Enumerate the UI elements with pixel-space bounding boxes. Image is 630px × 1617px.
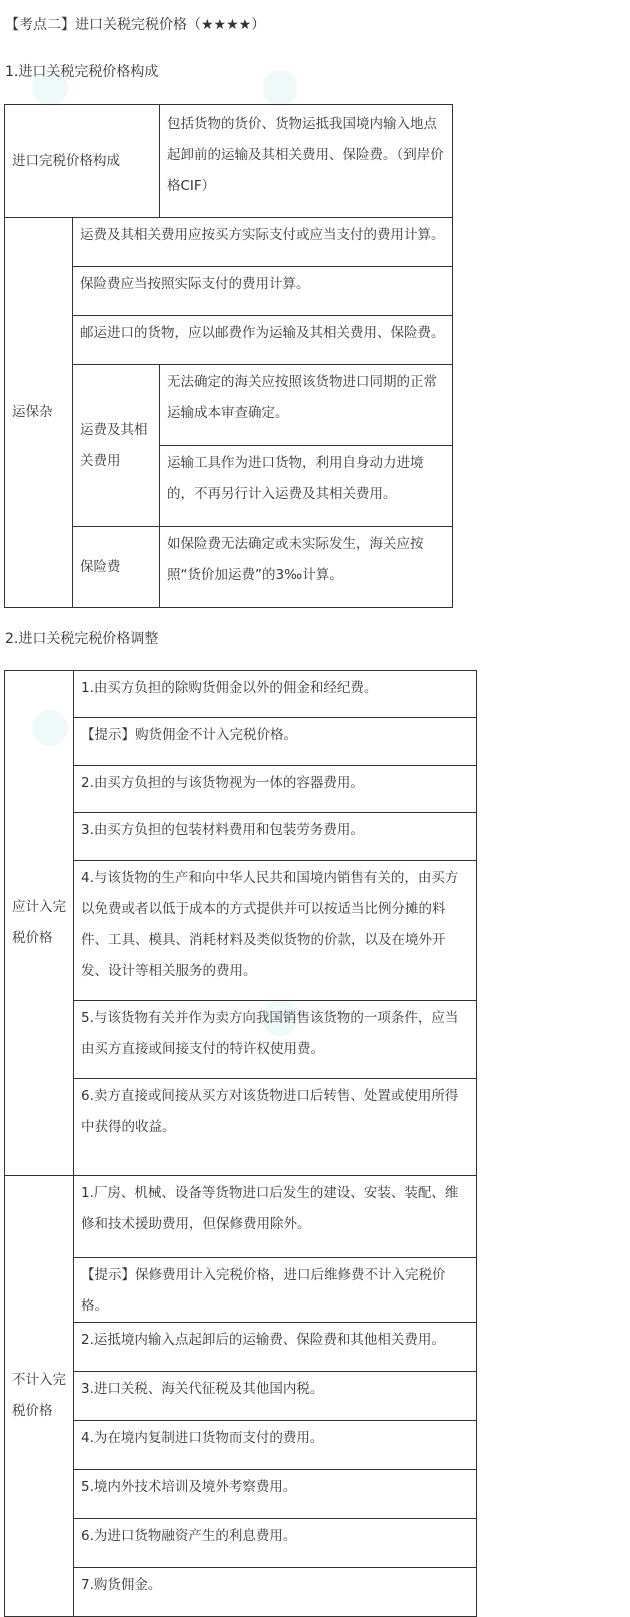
table-row: 3.由买方负担的包装材料费用和包装劳务费用。 xyxy=(74,813,477,861)
include-label: 应计入完税价格 xyxy=(5,671,74,1176)
exclude-label: 不计入完税价格 xyxy=(5,1176,74,1617)
adjustment-table xyxy=(4,670,477,1617)
freight-label: 运费及其相关费用 xyxy=(73,365,160,527)
table-row: 1.由买方负担的除购货佣金以外的佣金和经纪费。 xyxy=(74,671,477,718)
group-label: 运保杂 xyxy=(5,218,73,608)
table-row: 7.购货佣金。 xyxy=(74,1568,477,1617)
table-row: 如保险费无法确定或未实际发生，海关应按照“货价加运费”的3‰计算。 xyxy=(160,527,453,608)
table-row: 6.为进口货物融资产生的利息费用。 xyxy=(74,1519,477,1568)
section-heading-composition: 1.进口关税完税价格构成 xyxy=(5,64,159,80)
table-row: 4.与该货物的生产和向中华人民共和国境内销售有关的，由买方以免费或者以低于成本的方式提供并可以按适当比例分摊的料件、工具、模具、消耗材料及类似货物的价款，以及在境外开发、设计等相关服务的费用。 xyxy=(74,861,477,1001)
table-row: 6.卖方直接或间接从买方对该货物进口后转售、处置或使用所得中获得的收益。 xyxy=(74,1079,477,1176)
insurance-label: 保险费 xyxy=(73,527,160,608)
table-row: 【提示】保修费用计入完税价格，进口后维修费不计入完税价格。 xyxy=(74,1258,477,1323)
composition-table xyxy=(4,104,453,608)
table-row: 邮运进口的货物，应以邮费作为运输及其相关费用、保险费。 xyxy=(73,316,453,365)
composition-text: 包括货物的货价、货物运抵我国境内输入地点起卸前的运输及其相关费用、保险费。（到岸价格CIF） xyxy=(160,105,453,218)
table-row: 2.运抵境内输入点起卸后的运输费、保险费和其他相关费用。 xyxy=(74,1323,477,1372)
table-row: 5.境内外技术培训及境外考察费用。 xyxy=(74,1470,477,1519)
table-row: 【提示】购货佣金不计入完税价格。 xyxy=(74,718,477,766)
section-heading-adjustment: 2.进口关税完税价格调整 xyxy=(5,631,159,647)
table-row: 运费及其相关费用应按买方实际支付或应当支付的费用计算。 xyxy=(73,218,453,267)
composition-label: 进口完税价格构成 xyxy=(5,105,160,218)
table-row: 1.厂房、机械、设备等货物进口后发生的建设、安装、装配、维修和技术援助费用，但保修费用除外。 xyxy=(74,1176,477,1258)
watermark-logo-icon xyxy=(262,70,298,106)
table-row: 5.与该货物有关并作为卖方向我国销售该货物的一项条件，应当由买方直接或间接支付的特许权使用费。 xyxy=(74,1001,477,1079)
table-row: 3.进口关税、海关代征税及其他国内税。 xyxy=(74,1372,477,1421)
table-row: 无法确定的海关应按照该货物进口同期的正常运输成本审查确定。 xyxy=(160,365,453,446)
table-row: 2.由买方负担的与该货物视为一体的容器费用。 xyxy=(74,766,477,813)
table-row: 4.为在境内复制进口货物而支付的费用。 xyxy=(74,1421,477,1470)
table-row: 运输工具作为进口货物，利用自身动力进境的，不再另行计入运费及其相关费用。 xyxy=(160,446,453,527)
page-title: 【考点二】进口关税完税价格（★★★★） xyxy=(5,17,266,33)
table-row: 保险费应当按照实际支付的费用计算。 xyxy=(73,267,453,316)
